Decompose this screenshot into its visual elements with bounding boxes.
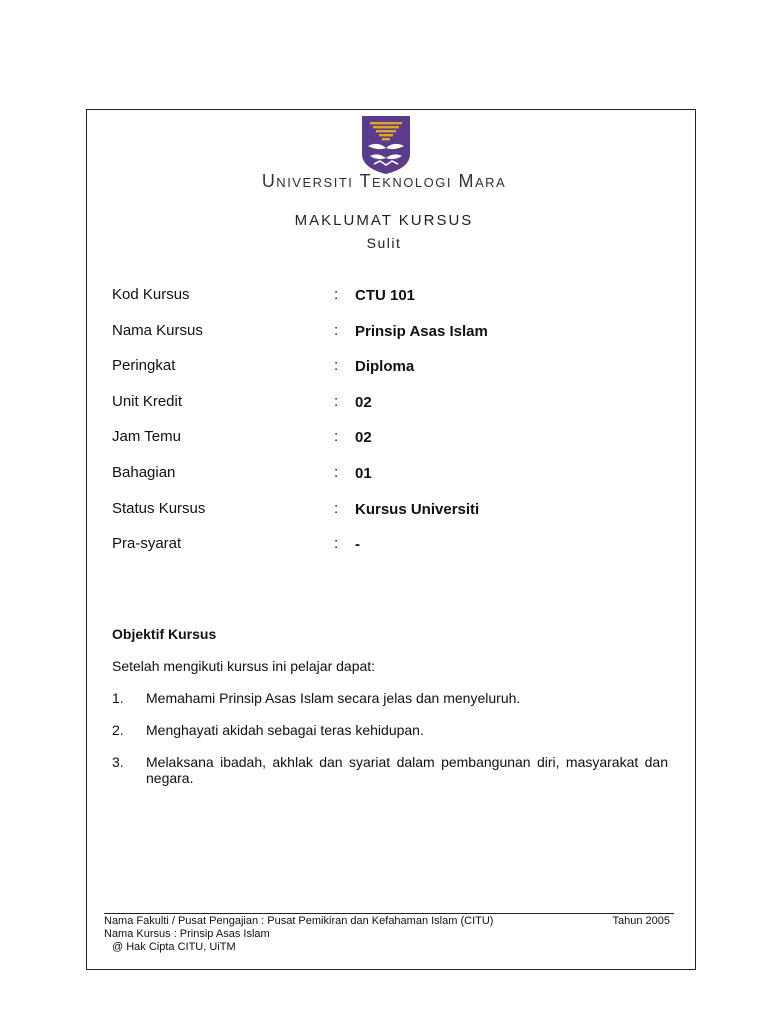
info-value: 02: [355, 393, 372, 411]
objectives-intro: Setelah mengikuti kursus ini pelajar dapat:: [112, 658, 376, 674]
info-value: Kursus Universiti: [355, 500, 480, 518]
info-label: Kod Kursus: [112, 286, 190, 303]
info-label: Bahagian: [112, 463, 176, 481]
info-row-status-kursus: [112, 500, 672, 536]
info-value: -: [355, 536, 360, 554]
info-value: Diploma: [355, 358, 415, 376]
objective-item: [112, 754, 668, 786]
objective-text: Memahami Prinsip Asas Islam secara jelas dan menyeluruh.: [146, 690, 521, 706]
footer-year: Tahun 2005: [612, 915, 670, 927]
footer-faculty: Nama Fakulti / Pusat Pengajian : Pusat Pemikiran dan Kefahaman Islam (CITU): [104, 915, 494, 927]
page-footer: [104, 915, 670, 954]
info-label: Peringkat: [112, 357, 176, 375]
info-row-jam-temu: [112, 428, 672, 464]
info-colon: :: [334, 321, 339, 339]
info-label: Status Kursus: [112, 499, 206, 517]
info-colon: :: [334, 535, 339, 553]
info-value: Prinsip Asas Islam: [355, 322, 488, 340]
info-colon: :: [334, 286, 339, 303]
info-row-kod-kursus: [112, 286, 672, 322]
info-label: Jam Temu: [112, 428, 181, 446]
info-value: 02: [355, 429, 372, 447]
objective-number: 3.: [112, 754, 124, 770]
info-row-nama-kursus: [112, 322, 672, 358]
uitm-logo-icon: [360, 114, 412, 176]
objective-text: Menghayati akidah sebagai teras kehidupan.: [146, 722, 424, 738]
university-name: Universiti Teknologi Mara: [261, 171, 507, 191]
info-row-bahagian: [112, 464, 672, 500]
page-title: MAKLUMAT KURSUS: [294, 212, 474, 229]
info-row-unit-kredit: [112, 393, 672, 429]
info-colon: :: [334, 463, 339, 481]
footer-course: Nama Kursus : Prinsip Asas Islam: [104, 928, 270, 940]
info-row-pra-syarat: [112, 535, 672, 571]
info-value: 01: [355, 464, 372, 482]
objective-number: 2.: [112, 722, 124, 738]
course-info-table: [112, 286, 672, 571]
page-subtitle: Sulit: [366, 235, 402, 251]
objective-item: [112, 690, 668, 706]
objectives-heading: Objektif Kursus: [112, 626, 217, 642]
objective-item: [112, 722, 668, 738]
info-value: CTU 101: [355, 287, 416, 304]
info-label: Unit Kredit: [112, 392, 183, 410]
objective-text: Melaksana ibadah, akhlak dan syariat dalam pembangunan diri, masyarakat dan negara.: [146, 754, 668, 786]
info-label: Pra-syarat: [112, 535, 182, 553]
info-colon: :: [334, 392, 339, 410]
info-colon: :: [334, 428, 339, 446]
objective-number: 1.: [112, 690, 124, 706]
info-colon: :: [334, 499, 339, 517]
footer-copyright: @ Hak Cipta CITU, UiTM: [112, 941, 236, 953]
footer-divider: [104, 913, 674, 914]
info-colon: :: [334, 357, 339, 375]
info-row-peringkat: [112, 357, 672, 393]
objectives-list: [112, 690, 668, 802]
info-label: Nama Kursus: [112, 321, 203, 339]
